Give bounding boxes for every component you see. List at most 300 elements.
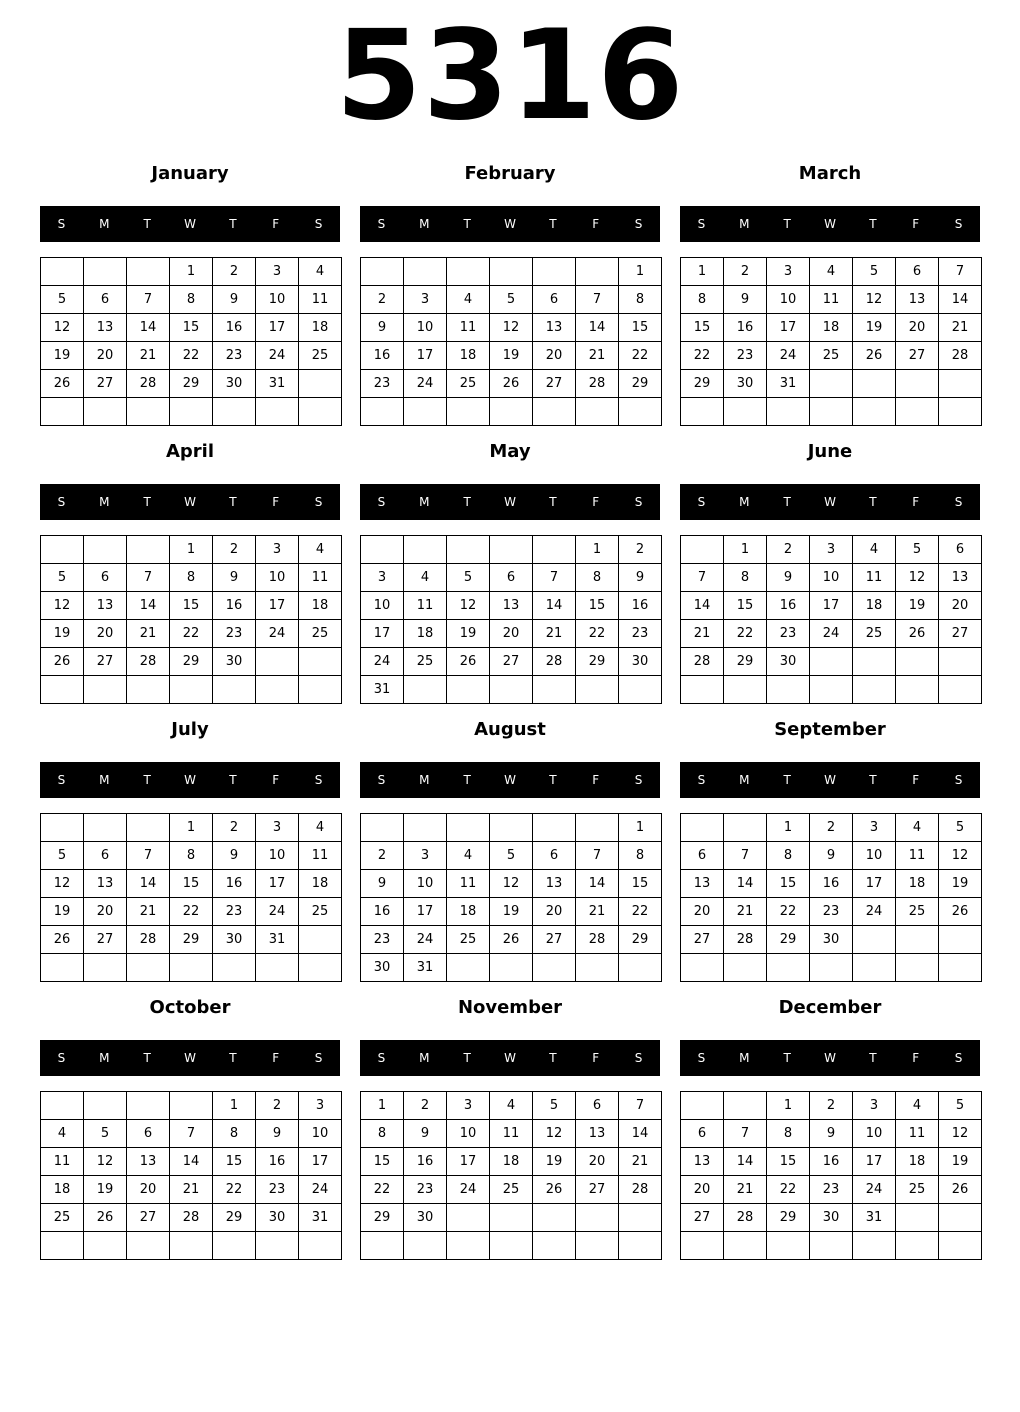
empty-cell (896, 926, 939, 954)
day-cell: 12 (490, 314, 533, 342)
empty-cell (619, 954, 662, 982)
day-cell: 23 (213, 898, 256, 926)
day-cell: 10 (256, 842, 299, 870)
day-cell: 23 (810, 1176, 853, 1204)
empty-cell (361, 536, 404, 564)
day-cell: 4 (810, 258, 853, 286)
empty-cell (213, 398, 256, 426)
month-name: February (464, 163, 556, 184)
day-cell: 25 (896, 1176, 939, 1204)
empty-cell (576, 1204, 619, 1232)
day-cell: 22 (170, 342, 213, 370)
empty-cell (41, 398, 84, 426)
day-cell: 12 (490, 870, 533, 898)
day-cell: 11 (404, 592, 447, 620)
day-cell: 22 (576, 620, 619, 648)
day-cell: 30 (767, 648, 810, 676)
empty-cell (490, 954, 533, 982)
empty-cell (127, 1092, 170, 1120)
day-cell: 26 (853, 342, 896, 370)
day-cell: 21 (619, 1148, 662, 1176)
weekday-label: S (377, 773, 386, 787)
month-name: October (149, 997, 231, 1018)
day-cell: 26 (447, 648, 490, 676)
day-cell: 4 (896, 1092, 939, 1120)
day-cell: 14 (170, 1148, 213, 1176)
weekday-header (360, 1040, 660, 1076)
day-cell: 24 (404, 926, 447, 954)
day-cell: 12 (41, 314, 84, 342)
empty-cell (810, 954, 853, 982)
day-cell: 25 (299, 898, 342, 926)
day-cell: 12 (41, 870, 84, 898)
day-cell: 10 (767, 286, 810, 314)
weekday-label: S (314, 773, 323, 787)
day-cell: 18 (299, 314, 342, 342)
day-cell: 2 (213, 536, 256, 564)
day-cell: 22 (724, 620, 767, 648)
day-cell: 10 (447, 1120, 490, 1148)
weekday-header (40, 762, 340, 798)
day-cell: 10 (404, 870, 447, 898)
empty-cell (299, 370, 342, 398)
day-cell: 20 (896, 314, 939, 342)
weekday-label: T (143, 495, 151, 509)
empty-cell (681, 398, 724, 426)
empty-cell (810, 648, 853, 676)
day-cell: 2 (213, 814, 256, 842)
weekday-label: T (549, 495, 557, 509)
empty-cell (490, 676, 533, 704)
day-cell: 28 (127, 926, 170, 954)
day-cell: 31 (767, 370, 810, 398)
day-cell: 4 (41, 1120, 84, 1148)
weekday-label: W (184, 495, 196, 509)
day-cell: 6 (490, 564, 533, 592)
day-cell: 18 (41, 1176, 84, 1204)
day-cell: 15 (170, 592, 213, 620)
empty-cell (447, 954, 490, 982)
day-cell: 14 (576, 314, 619, 342)
day-cell: 14 (576, 870, 619, 898)
day-cell: 3 (299, 1092, 342, 1120)
day-cell: 27 (84, 648, 127, 676)
empty-cell (256, 954, 299, 982)
empty-cell (447, 258, 490, 286)
weekday-header (680, 762, 980, 798)
empty-cell (533, 536, 576, 564)
day-cell: 12 (84, 1148, 127, 1176)
day-cell: 20 (681, 1176, 724, 1204)
day-cell: 2 (810, 1092, 853, 1120)
day-cell: 1 (619, 814, 662, 842)
day-cell: 29 (213, 1204, 256, 1232)
day-cell: 9 (213, 286, 256, 314)
empty-cell (576, 814, 619, 842)
weekday-label: W (184, 1051, 196, 1065)
day-cell: 30 (810, 1204, 853, 1232)
day-cell: 24 (404, 370, 447, 398)
weekday-label: M (739, 217, 750, 231)
day-cell: 21 (127, 620, 170, 648)
day-cell: 20 (84, 620, 127, 648)
month-name: December (778, 997, 882, 1018)
day-cell: 9 (724, 286, 767, 314)
day-cell: 29 (619, 370, 662, 398)
weekday-header (680, 484, 980, 520)
day-cell: 19 (533, 1148, 576, 1176)
day-cell: 19 (41, 620, 84, 648)
day-cell: 14 (533, 592, 576, 620)
weekday-header (680, 206, 980, 242)
day-cell: 18 (810, 314, 853, 342)
weekday-label: T (549, 1051, 557, 1065)
day-cell: 15 (213, 1148, 256, 1176)
empty-cell (810, 676, 853, 704)
day-cell: 16 (213, 870, 256, 898)
day-cell: 23 (361, 926, 404, 954)
day-cell: 12 (447, 592, 490, 620)
empty-cell (724, 398, 767, 426)
day-cell: 8 (170, 564, 213, 592)
day-cell: 27 (533, 370, 576, 398)
day-cell: 13 (533, 870, 576, 898)
day-cell: 11 (896, 842, 939, 870)
empty-cell (404, 1232, 447, 1260)
day-cell: 27 (127, 1204, 170, 1232)
empty-cell (127, 954, 170, 982)
day-cell: 27 (939, 620, 982, 648)
weekday-label: S (314, 1051, 323, 1065)
month-name: November (457, 997, 563, 1018)
empty-cell (681, 676, 724, 704)
day-cell: 28 (724, 926, 767, 954)
day-cell: 4 (896, 814, 939, 842)
day-cell: 4 (447, 286, 490, 314)
day-cell: 18 (896, 1148, 939, 1176)
day-cell: 13 (681, 1148, 724, 1176)
day-cell: 30 (213, 648, 256, 676)
weekday-label: S (377, 217, 386, 231)
day-cell: 11 (853, 564, 896, 592)
day-cell: 15 (724, 592, 767, 620)
empty-cell (533, 1232, 576, 1260)
weekday-label: S (954, 495, 963, 509)
weekday-label: W (824, 217, 836, 231)
day-cell: 28 (576, 370, 619, 398)
weekday-label: S (954, 773, 963, 787)
day-cell: 18 (447, 898, 490, 926)
day-cell: 1 (361, 1092, 404, 1120)
day-cell: 20 (681, 898, 724, 926)
day-cell: 30 (213, 926, 256, 954)
empty-cell (619, 1232, 662, 1260)
day-cell: 4 (490, 1092, 533, 1120)
day-cell: 4 (404, 564, 447, 592)
empty-cell (681, 954, 724, 982)
day-cell: 11 (810, 286, 853, 314)
day-cell: 9 (256, 1120, 299, 1148)
day-cell: 5 (853, 258, 896, 286)
day-cell: 4 (299, 258, 342, 286)
day-cell: 9 (619, 564, 662, 592)
day-cell: 13 (576, 1120, 619, 1148)
day-cell: 6 (127, 1120, 170, 1148)
day-cell: 13 (127, 1148, 170, 1176)
day-cell: 7 (619, 1092, 662, 1120)
day-cell: 25 (404, 648, 447, 676)
weekday-label: S (697, 217, 706, 231)
day-cell: 5 (939, 1092, 982, 1120)
day-cell: 27 (896, 342, 939, 370)
day-cell: 26 (939, 898, 982, 926)
day-cell: 8 (170, 842, 213, 870)
weekday-label: M (99, 773, 110, 787)
day-cell: 21 (533, 620, 576, 648)
day-cell: 29 (724, 648, 767, 676)
weekday-label: F (592, 495, 600, 509)
day-cell: 10 (299, 1120, 342, 1148)
day-cell: 18 (404, 620, 447, 648)
day-cell: 6 (939, 536, 982, 564)
day-cell: 21 (127, 342, 170, 370)
weekday-label: F (592, 1051, 600, 1065)
day-cell: 29 (681, 370, 724, 398)
weekday-label: M (99, 217, 110, 231)
weekday-label: M (99, 495, 110, 509)
month-name: May (489, 441, 531, 462)
empty-cell (767, 954, 810, 982)
day-cell: 3 (853, 1092, 896, 1120)
day-cell: 28 (619, 1176, 662, 1204)
day-cell: 16 (810, 1148, 853, 1176)
empty-cell (361, 258, 404, 286)
weekday-label: T (229, 495, 237, 509)
day-cell: 28 (170, 1204, 213, 1232)
day-cell: 18 (896, 870, 939, 898)
day-cell: 17 (853, 870, 896, 898)
day-cell: 25 (853, 620, 896, 648)
day-cell: 3 (404, 286, 447, 314)
day-cell: 8 (767, 1120, 810, 1148)
day-cell: 31 (256, 926, 299, 954)
day-cell: 8 (361, 1120, 404, 1148)
empty-cell (619, 398, 662, 426)
day-cell: 29 (767, 1204, 810, 1232)
day-cell: 16 (213, 314, 256, 342)
day-cell: 6 (681, 842, 724, 870)
day-cell: 24 (256, 342, 299, 370)
empty-cell (127, 536, 170, 564)
weekday-label: T (869, 1051, 877, 1065)
day-cell: 30 (256, 1204, 299, 1232)
empty-cell (939, 1232, 982, 1260)
day-cell: 25 (447, 926, 490, 954)
empty-cell (447, 1232, 490, 1260)
empty-cell (490, 1204, 533, 1232)
day-cell: 11 (299, 564, 342, 592)
day-cell: 16 (767, 592, 810, 620)
weekday-label: W (504, 1051, 516, 1065)
day-cell: 25 (299, 620, 342, 648)
empty-cell (361, 814, 404, 842)
day-cell: 19 (853, 314, 896, 342)
empty-cell (84, 258, 127, 286)
day-cell: 30 (724, 370, 767, 398)
weekday-label: S (314, 495, 323, 509)
empty-cell (84, 954, 127, 982)
day-cell: 16 (619, 592, 662, 620)
day-cell: 25 (810, 342, 853, 370)
weekday-label: W (824, 495, 836, 509)
empty-cell (896, 676, 939, 704)
day-cell: 12 (41, 592, 84, 620)
weekday-label: T (549, 773, 557, 787)
day-cell: 27 (84, 370, 127, 398)
day-cell: 8 (767, 842, 810, 870)
weekday-label: S (634, 495, 643, 509)
empty-cell (84, 398, 127, 426)
weekday-label: T (143, 1051, 151, 1065)
day-cell: 21 (939, 314, 982, 342)
day-cell: 1 (619, 258, 662, 286)
weekday-label: S (634, 773, 643, 787)
day-cell: 17 (810, 592, 853, 620)
day-cell: 17 (404, 898, 447, 926)
day-cell: 3 (767, 258, 810, 286)
day-cell: 6 (896, 258, 939, 286)
day-cell: 9 (361, 870, 404, 898)
day-cell: 15 (619, 314, 662, 342)
day-cell: 24 (447, 1176, 490, 1204)
day-cell: 30 (810, 926, 853, 954)
day-cell: 20 (576, 1148, 619, 1176)
empty-cell (810, 398, 853, 426)
empty-cell (533, 814, 576, 842)
day-cell: 21 (576, 898, 619, 926)
day-cell: 25 (490, 1176, 533, 1204)
day-cell: 3 (447, 1092, 490, 1120)
empty-cell (576, 258, 619, 286)
weekday-label: F (272, 217, 280, 231)
weekday-label: T (783, 217, 791, 231)
empty-cell (404, 536, 447, 564)
day-cell: 8 (724, 564, 767, 592)
empty-cell (767, 398, 810, 426)
day-cell: 26 (896, 620, 939, 648)
day-cell: 31 (361, 676, 404, 704)
day-cell: 10 (361, 592, 404, 620)
day-cell: 24 (767, 342, 810, 370)
weekday-label: T (143, 773, 151, 787)
weekday-header (680, 1040, 980, 1076)
day-cell: 22 (213, 1176, 256, 1204)
day-cell: 11 (896, 1120, 939, 1148)
day-cell: 1 (213, 1092, 256, 1120)
day-cell: 7 (724, 1120, 767, 1148)
empty-cell (41, 954, 84, 982)
empty-cell (896, 370, 939, 398)
day-cell: 15 (576, 592, 619, 620)
day-cell: 4 (299, 814, 342, 842)
day-cell: 16 (361, 342, 404, 370)
empty-cell (170, 954, 213, 982)
weekday-label: T (229, 773, 237, 787)
day-cell: 18 (853, 592, 896, 620)
day-cell: 22 (767, 1176, 810, 1204)
day-cell: 21 (681, 620, 724, 648)
day-cell: 5 (41, 564, 84, 592)
day-cell: 2 (256, 1092, 299, 1120)
day-grid (680, 1091, 982, 1260)
weekday-label: S (57, 1051, 66, 1065)
day-cell: 9 (361, 314, 404, 342)
weekday-label: W (504, 773, 516, 787)
day-cell: 16 (213, 592, 256, 620)
empty-cell (533, 398, 576, 426)
day-cell: 19 (490, 898, 533, 926)
day-cell: 18 (299, 592, 342, 620)
day-cell: 7 (681, 564, 724, 592)
weekday-label: S (57, 495, 66, 509)
day-cell: 7 (576, 286, 619, 314)
day-cell: 29 (170, 370, 213, 398)
day-cell: 27 (681, 1204, 724, 1232)
empty-cell (724, 954, 767, 982)
empty-cell (41, 676, 84, 704)
day-cell: 9 (404, 1120, 447, 1148)
empty-cell (896, 1232, 939, 1260)
day-cell: 6 (533, 286, 576, 314)
day-cell: 15 (361, 1148, 404, 1176)
day-cell: 27 (84, 926, 127, 954)
weekday-label: S (57, 773, 66, 787)
day-cell: 2 (619, 536, 662, 564)
weekday-label: S (697, 1051, 706, 1065)
day-cell: 9 (810, 842, 853, 870)
weekday-label: F (592, 217, 600, 231)
weekday-label: M (739, 1051, 750, 1065)
empty-cell (490, 398, 533, 426)
day-cell: 16 (724, 314, 767, 342)
weekday-label: M (739, 773, 750, 787)
weekday-label: M (419, 495, 430, 509)
day-cell: 30 (619, 648, 662, 676)
day-cell: 2 (213, 258, 256, 286)
weekday-label: T (869, 495, 877, 509)
day-cell: 29 (767, 926, 810, 954)
day-cell: 13 (490, 592, 533, 620)
empty-cell (853, 954, 896, 982)
day-cell: 8 (619, 286, 662, 314)
empty-cell (853, 1232, 896, 1260)
empty-cell (939, 676, 982, 704)
empty-cell (127, 258, 170, 286)
day-cell: 26 (84, 1204, 127, 1232)
day-cell: 17 (361, 620, 404, 648)
empty-cell (447, 398, 490, 426)
day-cell: 19 (447, 620, 490, 648)
empty-cell (896, 954, 939, 982)
day-cell: 1 (767, 814, 810, 842)
weekday-label: T (463, 1051, 471, 1065)
weekday-label: S (634, 1051, 643, 1065)
day-cell: 19 (490, 342, 533, 370)
day-cell: 22 (619, 898, 662, 926)
day-cell: 8 (576, 564, 619, 592)
day-cell: 6 (84, 564, 127, 592)
day-grid (680, 535, 982, 704)
